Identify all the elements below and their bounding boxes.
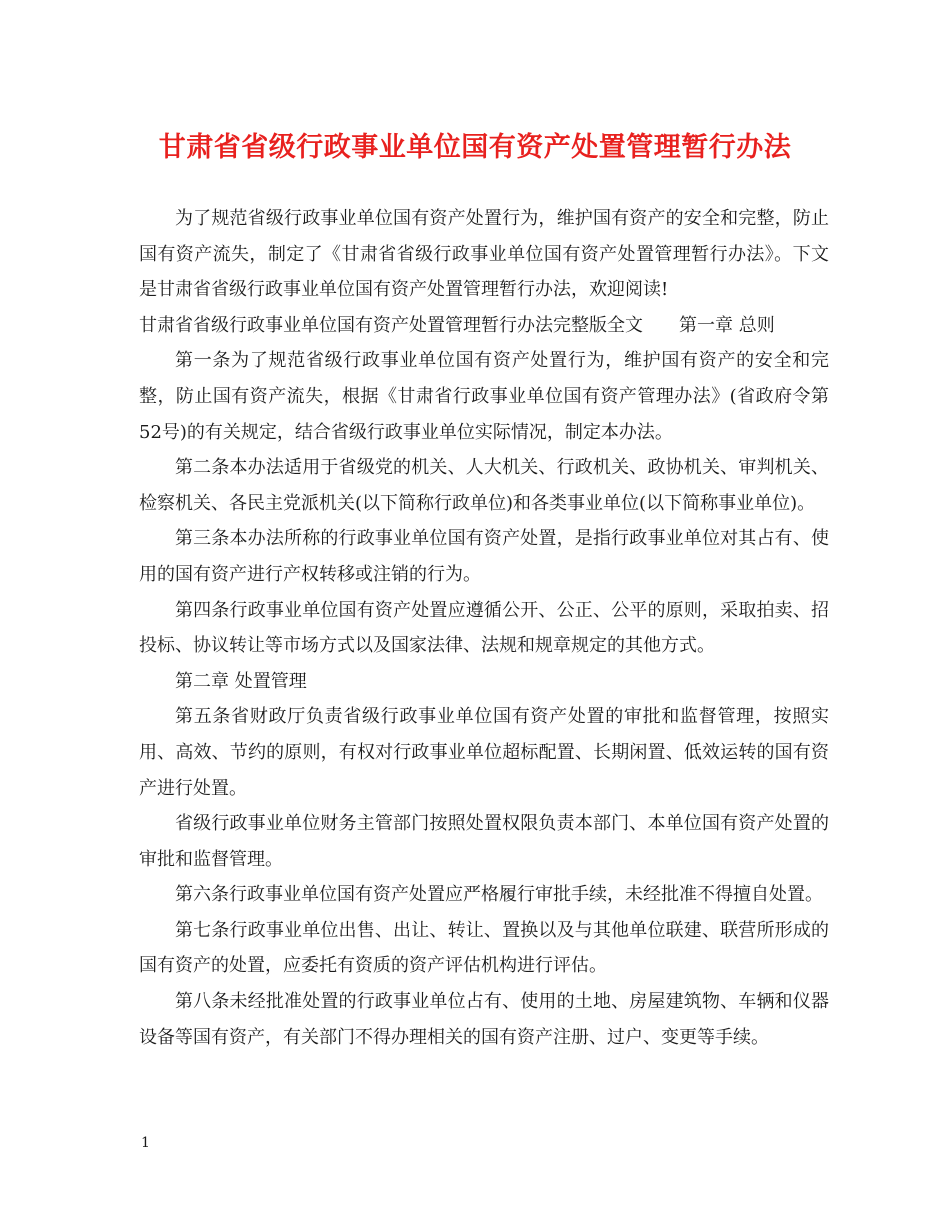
chapter2-heading: 第二章 处置管理 bbox=[175, 670, 307, 692]
fulltext-heading-line bbox=[139, 308, 829, 344]
page-number: 1 bbox=[141, 1135, 150, 1151]
article-4: 第四条行政事业单位国有资产处置应遵循公开、公正、公平的原则，采取拍卖、招投标、协议转让等市场方式以及国家法律、法规和规章规定的其他方式。 bbox=[139, 599, 829, 657]
article-1: 第一条为了规范省级行政事业单位国有资产处置行为，维护国有资产的安全和完整，防止国有资产流失，根据《甘肃省行政事业单位国有资产管理办法》(省政府令第52号)的有关规定，结合省级行政事业单位实际情况，制定本办法。 bbox=[139, 350, 829, 443]
article-5-paragraph-2: 省级行政事业单位财务主管部门按照处置权限负责本部门、本单位国有资产处置的审批和监督管理。 bbox=[139, 813, 829, 870]
intro-paragraph: 为了规范省级行政事业单位国有资产处置行为，维护国有资产的安全和完整，防止国有资产流失，制定了《甘肃省省级行政事业单位国有资产处置管理暂行办法》。下文是甘肃省省级行政事业单位国有资产处置管理暂行办法，欢迎阅读! bbox=[139, 208, 829, 301]
document-body bbox=[139, 201, 829, 1055]
document-title: 甘肃省省级行政事业单位国有资产处置管理暂行办法 bbox=[158, 132, 792, 163]
article-6: 第六条行政事业单位国有资产处置应严格履行审批手续，未经批准不得擅自处置。 bbox=[175, 884, 823, 906]
fulltext-heading: 甘肃省省级行政事业单位国有资产处置管理暂行办法完整版全文 bbox=[139, 314, 643, 336]
article-8: 第八条未经批准处置的行政事业单位占有、使用的土地、房屋建筑物、车辆和仪器设备等国有资产，有关部门不得办理相关的国有资产注册、过户、变更等手续。 bbox=[139, 991, 829, 1048]
article-7: 第七条行政事业单位出售、出让、转让、置换以及与其他单位联建、联营所形成的国有资产的处置，应委托有资质的资产评估机构进行评估。 bbox=[139, 919, 829, 977]
article-3: 第三条本办法所称的行政事业单位国有资产处置，是指行政事业单位对其占有、使用的国有资产进行产权转移或注销的行为。 bbox=[139, 528, 829, 585]
article-2: 第二条本办法适用于省级党的机关、人大机关、行政机关、政协机关、审判机关、检察机关、各民主党派机关(以下简称行政单位)和各类事业单位(以下简称事业单位)。 bbox=[139, 457, 829, 514]
chapter1-heading: 第一章 总则 bbox=[679, 314, 775, 336]
article-5: 第五条省财政厅负责省级行政事业单位国有资产处置的审批和监督管理，按照实用、高效、节约的原则，有权对行政事业单位超标配置、长期闲置、低效运转的国有资产进行处置。 bbox=[139, 706, 829, 799]
